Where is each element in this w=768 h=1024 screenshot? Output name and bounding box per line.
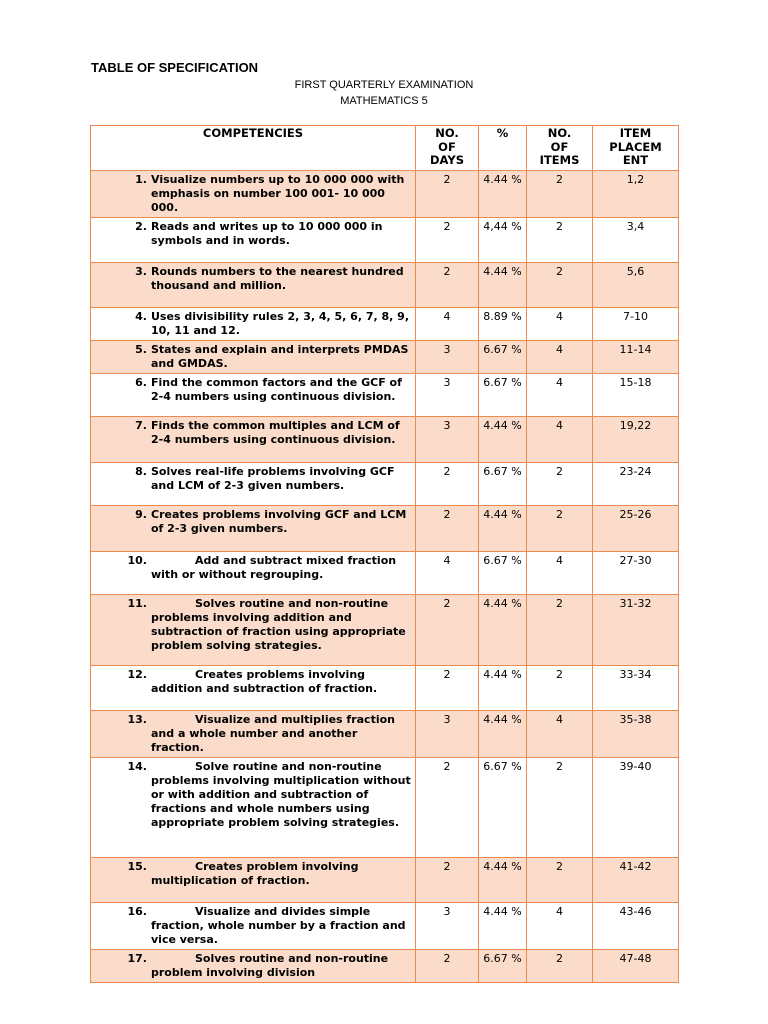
competency-number: 12. (127, 668, 147, 681)
placement-cell: 5,6 (593, 263, 679, 308)
competency-number: 3. (135, 265, 147, 278)
header-percent: % (479, 126, 527, 171)
competency-cell (91, 171, 416, 218)
header-item-placement: ITEM PLACEM ENT (593, 126, 679, 171)
table-row (91, 263, 679, 308)
competency-cell (91, 374, 416, 417)
competency-cell (91, 218, 416, 263)
competency-text: Solves real-life problems involving GCF and LCM of 2-3 given numbers. (151, 465, 395, 492)
placement-cell: 43-46 (593, 903, 679, 950)
competency-cell (91, 950, 416, 983)
placement-cell: 39-40 (593, 758, 679, 858)
placement-cell: 27-30 (593, 552, 679, 595)
days-cell: 2 (416, 506, 479, 552)
competency-text: Rounds numbers to the nearest hundred thousand and million. (151, 265, 404, 292)
competency-cell (91, 263, 416, 308)
items-cell: 4 (527, 711, 593, 758)
days-cell: 2 (416, 666, 479, 711)
placement-cell: 33-34 (593, 666, 679, 711)
competency-number: 5. (135, 343, 147, 356)
percent-cell: 6.67 % (479, 374, 527, 417)
competency-number: 15. (127, 860, 147, 873)
competency-number: 1. (135, 173, 147, 186)
competency-cell (91, 341, 416, 374)
days-cell: 3 (416, 903, 479, 950)
placement-cell: 15-18 (593, 374, 679, 417)
header-no-of-items: NO. OF ITEMS (527, 126, 593, 171)
items-cell: 2 (527, 858, 593, 903)
items-cell: 4 (527, 341, 593, 374)
placement-cell: 25-26 (593, 506, 679, 552)
table-row (91, 374, 679, 417)
placement-cell: 31-32 (593, 595, 679, 666)
percent-cell: 4.44 % (479, 595, 527, 666)
items-cell: 2 (527, 950, 593, 983)
competency-text: Add and subtract mixed fraction with or without regrouping. (151, 554, 397, 581)
competency-cell (91, 417, 416, 463)
items-cell: 2 (527, 171, 593, 218)
table-row (91, 711, 679, 758)
days-cell: 2 (416, 858, 479, 903)
table-row (91, 506, 679, 552)
percent-cell: 4.44 % (479, 903, 527, 950)
table-row (91, 218, 679, 263)
specification-table (90, 125, 679, 983)
days-cell: 3 (416, 374, 479, 417)
days-cell: 3 (416, 711, 479, 758)
competency-cell (91, 506, 416, 552)
table-row (91, 903, 679, 950)
competency-number: 17. (127, 952, 147, 965)
table-row (91, 758, 679, 858)
exam-title: FIRST QUARTERLY EXAMINATION (294, 79, 474, 91)
competency-number: 7. (135, 419, 147, 432)
items-cell: 4 (527, 417, 593, 463)
table-row (91, 463, 679, 506)
placement-cell: 35-38 (593, 711, 679, 758)
competency-text: Creates problem involving multiplication of fraction. (151, 860, 359, 887)
placement-cell: 11-14 (593, 341, 679, 374)
competency-text: Creates problems involving GCF and LCM of 2-3 given numbers. (151, 508, 407, 535)
placement-cell: 7-10 (593, 308, 679, 341)
days-cell: 2 (416, 463, 479, 506)
percent-cell: 4.44 % (479, 858, 527, 903)
competency-text: Reads and writes up to 10 000 000 in symbols and in words. (151, 220, 383, 247)
placement-cell: 1,2 (593, 171, 679, 218)
days-cell: 2 (416, 263, 479, 308)
items-cell: 2 (527, 506, 593, 552)
competency-cell (91, 463, 416, 506)
subject-title: MATHEMATICS 5 (340, 95, 428, 107)
competency-number: 16. (127, 905, 147, 918)
items-cell: 4 (527, 374, 593, 417)
competency-cell (91, 308, 416, 341)
table-row (91, 417, 679, 463)
competency-number: 14. (127, 760, 147, 773)
competency-number: 13. (127, 713, 147, 726)
items-cell: 2 (527, 666, 593, 711)
items-cell: 2 (527, 595, 593, 666)
competency-number: 9. (135, 508, 147, 521)
competency-text: Visualize and multiplies fraction and a whole number and another fraction. (151, 713, 395, 754)
percent-cell: 4.44 % (479, 711, 527, 758)
days-cell: 4 (416, 552, 479, 595)
table-row (91, 308, 679, 341)
table-row (91, 666, 679, 711)
competency-text: States and explain and interprets PMDAS and GMDAS. (151, 343, 409, 370)
placement-cell: 23-24 (593, 463, 679, 506)
placement-cell: 19,22 (593, 417, 679, 463)
competency-text: Solve routine and non-routine problems involving multiplication without or with addition and subtraction of fractions and whole numbers using appropriate problem solving strategies. (151, 760, 411, 829)
days-cell: 4 (416, 308, 479, 341)
placement-cell: 47-48 (593, 950, 679, 983)
percent-cell: 4.44 % (479, 171, 527, 218)
percent-cell: 4.44 % (479, 666, 527, 711)
days-cell: 3 (416, 417, 479, 463)
table-row (91, 595, 679, 666)
competency-cell (91, 666, 416, 711)
competency-cell (91, 595, 416, 666)
competency-text: Solves routine and non-routine problems involving addition and subtraction of fraction using appropriate problem solving strategies. (151, 597, 406, 652)
items-cell: 4 (527, 552, 593, 595)
table-row (91, 950, 679, 983)
items-cell: 2 (527, 263, 593, 308)
competency-text: Finds the common multiples and LCM of 2-4 numbers using continuous division. (151, 419, 400, 446)
table-row (91, 552, 679, 595)
items-cell: 2 (527, 218, 593, 263)
days-cell: 3 (416, 341, 479, 374)
percent-cell: 4.44 % (479, 263, 527, 308)
competency-number: 8. (135, 465, 147, 478)
competency-cell (91, 758, 416, 858)
percent-cell: 6.67 % (479, 950, 527, 983)
table-row (91, 171, 679, 218)
competency-text: Visualize numbers up to 10 000 000 with emphasis on number 100 001- 10 000 000. (151, 173, 405, 214)
percent-cell: 4,44 % (479, 218, 527, 263)
items-cell: 2 (527, 758, 593, 858)
competency-cell (91, 903, 416, 950)
percent-cell: 6.67 % (479, 463, 527, 506)
competency-number: 10. (127, 554, 147, 567)
competency-text: Solves routine and non-routine problem involving division (151, 952, 389, 979)
competency-number: 6. (135, 376, 147, 389)
competency-cell (91, 858, 416, 903)
placement-cell: 3,4 (593, 218, 679, 263)
competency-number: 2. (135, 220, 147, 233)
document-title: TABLE OF SPECIFICATION (91, 60, 259, 75)
days-cell: 2 (416, 171, 479, 218)
percent-cell: 6.67 % (479, 552, 527, 595)
days-cell: 2 (416, 218, 479, 263)
percent-cell: 6.67 % (479, 758, 527, 858)
competency-number: 4. (135, 310, 147, 323)
competency-text: Find the common factors and the GCF of 2-4 numbers using continuous division. (151, 376, 402, 403)
placement-cell: 41-42 (593, 858, 679, 903)
days-cell: 2 (416, 950, 479, 983)
days-cell: 2 (416, 758, 479, 858)
percent-cell: 4.44 % (479, 417, 527, 463)
competency-cell (91, 711, 416, 758)
header-competencies: COMPETENCIES (91, 126, 416, 171)
days-cell: 2 (416, 595, 479, 666)
table-header-row (91, 126, 679, 171)
competency-text: Creates problems involving addition and subtraction of fraction. (151, 668, 378, 695)
table-row (91, 341, 679, 374)
table-row (91, 858, 679, 903)
items-cell: 4 (527, 903, 593, 950)
percent-cell: 8.89 % (479, 308, 527, 341)
competency-text: Visualize and divides simple fraction, whole number by a fraction and vice versa. (151, 905, 406, 946)
items-cell: 2 (527, 463, 593, 506)
header-no-of-days: NO. OF DAYS (416, 126, 479, 171)
competency-cell (91, 552, 416, 595)
competency-number: 11. (127, 597, 147, 610)
items-cell: 4 (527, 308, 593, 341)
percent-cell: 4.44 % (479, 506, 527, 552)
percent-cell: 6.67 % (479, 341, 527, 374)
competency-text: Uses divisibility rules 2, 3, 4, 5, 6, 7, 8, 9, 10, 11 and 12. (151, 310, 409, 337)
